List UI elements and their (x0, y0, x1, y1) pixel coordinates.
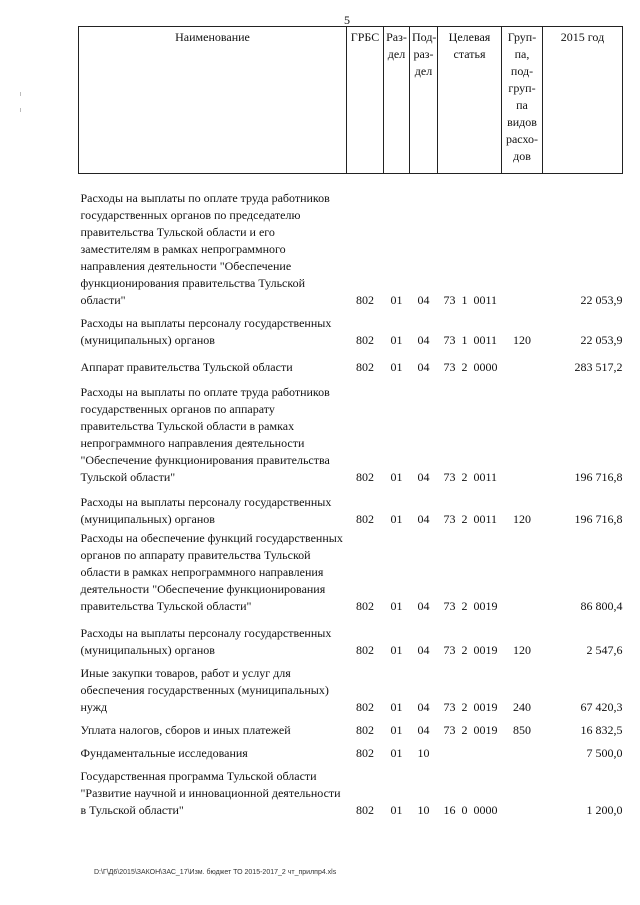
row-gruppa (502, 745, 543, 762)
row-celevaya: 73 2 0019 (443, 700, 498, 714)
row-podrazdel: 04 (417, 643, 430, 657)
row-amount: 67 420,3 (580, 700, 623, 714)
row-amount: 22 053,9 (580, 293, 623, 307)
row-razdel: 01 (390, 293, 403, 307)
header-year: 2015 год (543, 27, 623, 174)
row-podrazdel: 04 (417, 293, 430, 307)
row-grbs: 802 (356, 360, 374, 374)
row-gruppa: 120 (513, 512, 531, 526)
row-spacer-cell (79, 376, 623, 384)
row-gruppa: 240 (513, 700, 531, 714)
row-podrazdel: 10 (417, 803, 430, 817)
row-grbs: 802 (356, 333, 374, 347)
row-celevaya: 73 2 0011 (443, 470, 498, 484)
row-podrazdel: 04 (417, 700, 430, 714)
row-celevaya: 73 2 0019 (443, 599, 498, 613)
row-name: Расходы на выплаты персоналу государственных (муниципальных) органов (80, 495, 332, 526)
row-celevaya: 73 2 0011 (443, 512, 498, 526)
row-podrazdel: 04 (417, 599, 430, 613)
row-razdel: 01 (390, 746, 403, 760)
header-podrazdel: Под- раз- дел (410, 27, 438, 174)
row-name: Иные закупки товаров, работ и услуг для обеспечения государственных (муниципальных) нужд (80, 666, 329, 714)
row-razdel: 01 (390, 643, 403, 657)
row-amount: 283 517,2 (574, 360, 623, 374)
row-celevaya: 73 1 0011 (443, 293, 498, 307)
row-name: Аппарат правительства Тульской области (80, 360, 293, 374)
row-spacer (79, 615, 623, 625)
table-row (79, 315, 623, 349)
row-amount: 196 716,8 (574, 470, 623, 484)
table-row (79, 359, 623, 376)
row-name: Уплата налогов, сборов и иных платежей (80, 723, 291, 737)
row-spacer-cell (79, 615, 623, 625)
row-amount: 196 716,8 (574, 512, 623, 526)
row-razdel: 01 (390, 360, 403, 374)
table-row (79, 722, 623, 739)
row-gruppa (502, 768, 543, 819)
table-row (79, 494, 623, 528)
row-amount: 1 200,0 (586, 803, 623, 817)
row-spacer (79, 349, 623, 359)
row-razdel: 01 (390, 723, 403, 737)
row-celevaya (438, 745, 502, 762)
row-gruppa (502, 384, 543, 486)
row-name: Фундаментальные исследования (80, 746, 248, 760)
row-podrazdel: 04 (417, 360, 430, 374)
row-spacer-cell (79, 486, 623, 494)
row-amount: 16 832,5 (580, 723, 623, 737)
table-row (79, 768, 623, 819)
row-razdel: 01 (390, 512, 403, 526)
row-celevaya: 73 1 0011 (443, 333, 498, 347)
row-razdel: 01 (390, 599, 403, 613)
row-celevaya: 73 2 0000 (443, 360, 498, 374)
left-margin-mark (20, 92, 21, 96)
row-grbs: 802 (356, 293, 374, 307)
header-name: Наименование (79, 27, 347, 174)
header-grbs: ГРБС (347, 27, 384, 174)
row-celevaya: 73 2 0019 (443, 643, 498, 657)
row-gruppa: 120 (513, 643, 531, 657)
row-grbs: 802 (356, 599, 374, 613)
row-name: Расходы на выплаты по оплате труда работников государственных органов по аппарату правительства Тульской области в рамках непрограммного направления деятельности "Обеспечение функционирования правительства Тульской области" (80, 385, 330, 484)
row-gruppa (502, 359, 543, 376)
row-spacer (79, 376, 623, 384)
table-row (79, 530, 623, 615)
row-grbs: 802 (356, 643, 374, 657)
row-name: Расходы на выплаты по оплате труда работников государственных органов по председателю правительства Тульской области и его заместителям в рамках непрограммного направления деятельности "Обеспечение функционирования правительства Тульской области" (80, 191, 330, 307)
header-celevaya: Целевая статья (438, 27, 502, 174)
row-spacer (79, 174, 623, 191)
row-grbs: 802 (356, 803, 374, 817)
row-name: Государственная программа Тульской области "Развитие научной и инновационной деятельности в Тульской области" (80, 769, 341, 817)
row-amount: 2 547,6 (586, 643, 623, 657)
row-grbs: 802 (356, 470, 374, 484)
row-grbs: 802 (356, 746, 374, 760)
table-row (79, 384, 623, 486)
row-name: Расходы на обеспечение функций государственных органов по аппарату правительства Тульской области в рамках непрограммного направления деятельности "Обеспечение функционирования правительства Тульской области" (80, 531, 343, 613)
row-amount: 7 500,0 (586, 746, 623, 760)
row-amount: 86 800,4 (580, 599, 623, 613)
row-name: Расходы на выплаты персоналу государственных (муниципальных) органов (80, 316, 332, 347)
header-razdel: Раз- дел (384, 27, 410, 174)
row-podrazdel: 10 (417, 746, 430, 760)
left-margin-mark (20, 108, 21, 112)
page-number: 5 (344, 13, 350, 27)
row-gruppa (502, 530, 543, 615)
row-razdel: 01 (390, 700, 403, 714)
row-spacer-cell (79, 174, 623, 191)
row-razdel: 01 (390, 803, 403, 817)
row-spacer-cell (79, 349, 623, 359)
table-row (79, 665, 623, 716)
header-gruppa: Груп- па, под- груп- па видов расхо- дов (502, 27, 543, 174)
row-podrazdel: 04 (417, 512, 430, 526)
row-name: Расходы на выплаты персоналу государственных (муниципальных) органов (80, 626, 332, 657)
table-row (79, 625, 623, 659)
row-razdel: 01 (390, 470, 403, 484)
row-celevaya: 73 2 0019 (443, 723, 498, 737)
budget-table (78, 26, 623, 819)
row-amount: 22 053,9 (580, 333, 623, 347)
row-gruppa: 120 (513, 333, 531, 347)
row-podrazdel: 04 (417, 333, 430, 347)
row-gruppa (502, 190, 543, 309)
table-body (79, 174, 623, 820)
table-header-row (79, 27, 623, 174)
row-grbs: 802 (356, 512, 374, 526)
row-spacer (79, 486, 623, 494)
row-grbs: 802 (356, 700, 374, 714)
table-row (79, 190, 623, 309)
row-gruppa: 850 (513, 723, 531, 737)
row-celevaya: 16 0 0000 (443, 803, 498, 817)
row-razdel: 01 (390, 333, 403, 347)
footer-file-path: D:\Г\Д6\2015\ЗАКОН\ЗАС_17\Изм. бюджет ТО 2015-2017_2 чт_прилпр4.xls (94, 869, 337, 876)
row-grbs: 802 (356, 723, 374, 737)
row-podrazdel: 04 (417, 723, 430, 737)
table-row (79, 745, 623, 762)
row-podrazdel: 04 (417, 470, 430, 484)
